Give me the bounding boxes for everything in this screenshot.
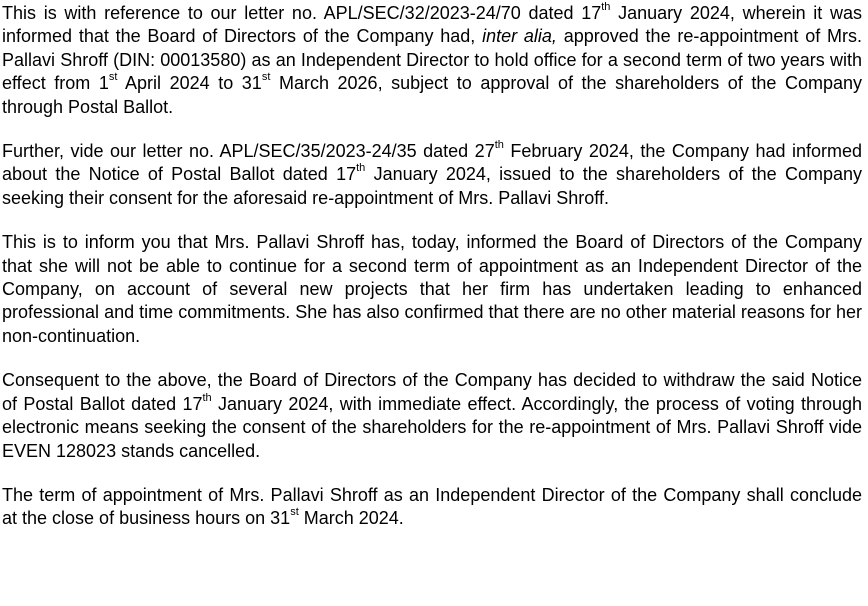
text-segment: Further, vide our letter no. APL/SEC/35/2023-24/35 dated 27 xyxy=(2,141,495,162)
paragraph-non-continuation xyxy=(2,231,862,348)
text-segment: January 2024, with immediate effect. Accordingly, the process of voting through electronic means seeking the consent of the shareholders for the re-appointment of Mrs. Pallavi Shroff vide EVEN 128023 stands cancelled. xyxy=(2,393,862,461)
text-segment: This is with reference to our letter no. APL/SEC/32/2023-24/70 dated 17 xyxy=(2,3,602,23)
text-segment: March 2024. xyxy=(298,508,404,529)
text-segment: April 2024 to 31 xyxy=(117,73,262,94)
text-segment: Consequent to the above, the Board of Directors of the Company has decided to withdraw the said Notice of Postal Ballot dated 17 xyxy=(2,370,862,414)
text-segment: January 2024, wherein it was informed that the Board of Directors of the Company had, xyxy=(2,3,862,47)
paragraph-postal-ballot-notice xyxy=(2,140,862,210)
text-segment: approved the re-appointment of Mrs. Pallavi Shroff (DIN: 00013580) as an Independent Director to hold office for a second term of two years with effect from 1 xyxy=(2,26,862,94)
ordinal-suffix: st xyxy=(108,71,118,84)
text-segment: March 2026, subject to approval of the shareholders of the Company through Postal Ballot. xyxy=(2,73,862,117)
text-segment: The term of appointment of Mrs. Pallavi Shroff as an Independent Director of the Company shall conclude at the close of business hours on 31 xyxy=(2,484,862,529)
ordinal-suffix: th xyxy=(202,391,212,404)
ordinal-suffix: th xyxy=(494,139,504,152)
text-segment: January 2024, issued to the shareholders of the Company seeking their consent for the aforesaid re-appointment of Mrs. Pallavi Shroff. xyxy=(2,164,862,208)
italic-phrase: inter alia, xyxy=(482,26,557,47)
ordinal-suffix: st xyxy=(290,506,299,519)
ordinal-suffix: th xyxy=(356,162,366,175)
text-segment: February 2024, the Company had informed about the Notice of Postal Ballot dated 17 xyxy=(2,141,862,185)
text-segment: This is to inform you that Mrs. Pallavi Shroff has, today, informed the Board of Directors of the Company that she will not be able to continue for a second term of appointment as an Independent Director of the Company, on account of several new projects that her firm has undertaken leading to enhanced professional and time commitments. She has also confirmed that there are no other material reasons for her non-continuation. xyxy=(2,232,862,346)
paragraph-term-conclusion xyxy=(2,484,862,531)
ordinal-suffix: th xyxy=(601,1,611,13)
paragraph-withdrawal xyxy=(2,369,862,463)
paragraph-reference-letter xyxy=(2,2,862,119)
ordinal-suffix: st xyxy=(261,71,271,84)
